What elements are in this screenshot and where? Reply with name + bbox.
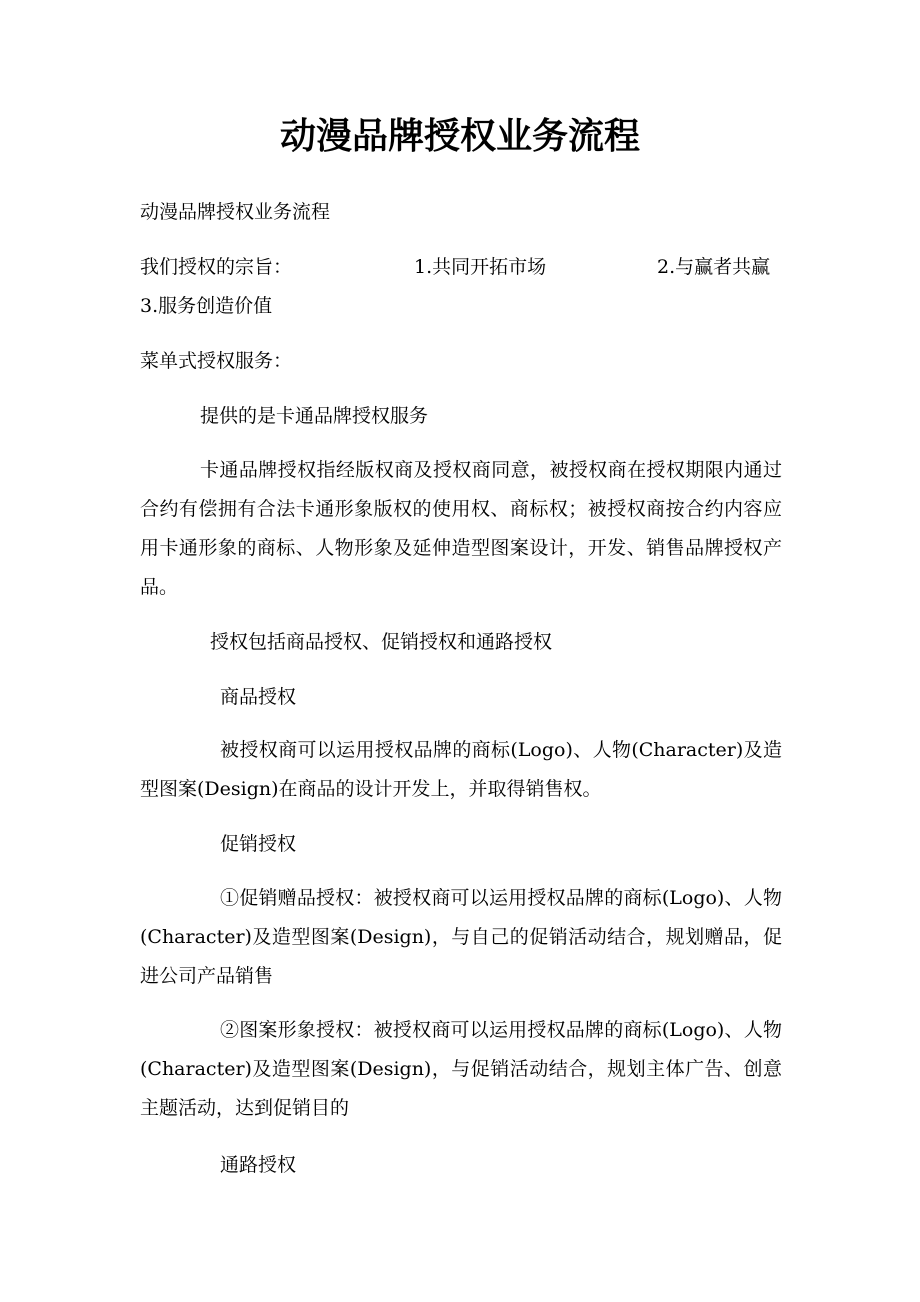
- document-title: 动漫品牌授权业务流程: [279, 115, 640, 157]
- channel-heading: 通路授权: [220, 1154, 297, 1176]
- provided-service-text: 提供的是卡通品牌授权服务: [200, 405, 429, 427]
- promotion-item-1: ①促销赠品授权：被授权商可以运用授权品牌的商标(Logo)、人物(Character)及造型图案(Design)，与自己的促销活动结合，规划赠品，促进公司产品销售: [140, 887, 782, 987]
- document-subtitle: 动漫品牌授权业务流程: [140, 201, 331, 223]
- definition-paragraph: 卡通品牌授权指经版权商及授权商同意，被授权商在授权期限内通过合约有偿拥有合法卡通形象版权的使用权、商标权；被授权商按合约内容应用卡通形象的商标、人物形象及延伸造型图案设计，开发、销售品牌授权产品。: [140, 459, 782, 598]
- aims-item-3: 3.服务创造价值: [140, 295, 273, 317]
- promotion-heading: 促销授权: [220, 833, 297, 855]
- aims-item-1: 1.共同开拓市场: [414, 256, 547, 278]
- aims-item-2: 2.与赢者共赢: [657, 256, 771, 278]
- promotion-item-2: ②图案形象授权：被授权商可以运用授权品牌的商标(Logo)、人物(Character)及造型图案(Design)，与促销活动结合，规划主体广告、创意主题活动，达到促销目的: [140, 1019, 782, 1119]
- merchandise-heading: 商品授权: [220, 686, 297, 708]
- menu-service-heading: 菜单式授权服务：: [140, 350, 293, 372]
- scope-text: 授权包括商品授权、促销授权和通路授权: [210, 631, 553, 653]
- aims-label: 我们授权的宗旨：: [140, 256, 293, 278]
- merchandise-paragraph: 被授权商可以运用授权品牌的商标(Logo)、人物(Character)及造型图案(Design)在商品的设计开发上，并取得销售权。: [140, 739, 782, 800]
